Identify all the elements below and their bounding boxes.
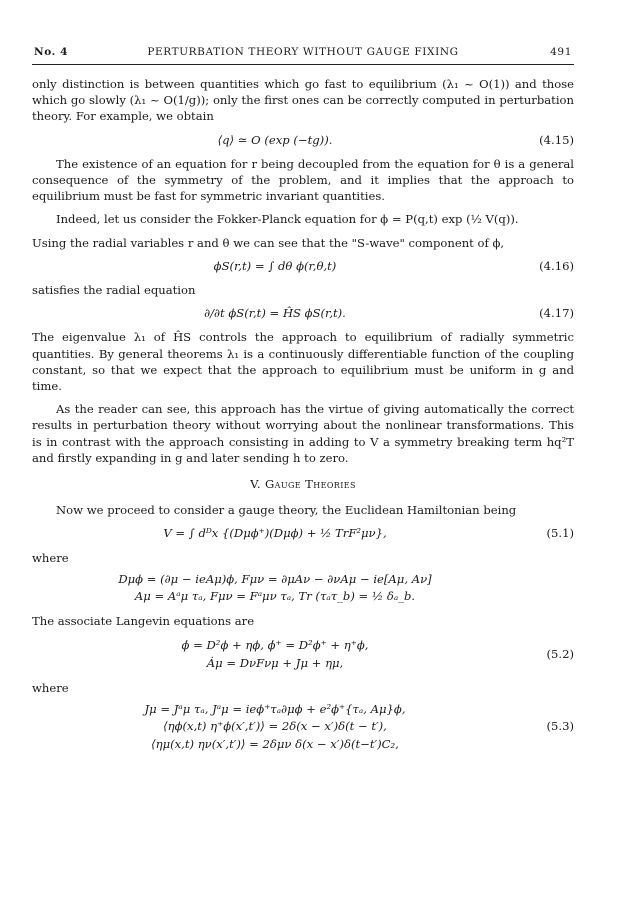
equation-5-3-number: (5.3) [546,719,574,734]
paragraph-radial-variables: Using the radial variables r and θ we can see that the "S-wave" component of ϕ, [32,235,505,250]
equation-4-15-number: (4.15) [539,132,574,147]
equation-5-2 [32,636,574,671]
paragraph-gauge-intro: Now we proceed to consider a gauge theory, the Euclidean Hamiltonian being [56,503,517,518]
equation-5-3 [32,700,574,753]
paragraph-fokker-planck: Indeed, let us consider the Fokker-Planck equation for ϕ = P(q,t) exp (½ V(q)). [56,212,519,227]
equation-4-15 [32,132,574,148]
running-header [34,46,572,62]
paragraph-reader: As the reader can see, this approach has the virtue of giving automatically the correct results in perturbation theory without worrying about the nonlinear transformations. This is in contrast with the approach consisting in adding to V a symmetry breaking term hq²T and firstly expanding in g and later sending h to zero. [32,402,574,465]
equation-4-17-number: (4.17) [539,306,574,321]
article-body [32,76,574,761]
paragraph-langevin: The associate Langevin equations are [32,614,255,629]
equation-4-16-number: (4.16) [539,258,574,273]
definition-line-1: Dμϕ = (∂μ − ieAμ)ϕ, Fμν = ∂μAν − ∂νAμ − ie[Aμ, Aν] [118,571,432,586]
equation-4-17 [32,305,574,321]
paragraph-existence: The existence of an equation for r being decoupled from the equation for θ is a general consequence of the symmetry of the problem, and it implies that the approach to equilibrium must be fast for symmetric invariant quantities. [32,156,574,204]
section-heading: V. Gauge Theories [250,477,356,492]
equation-4-15-formula: ⟨q⟩ ≃ O (exp (−tg)). [217,132,333,147]
paragraph-eigenvalue: The eigenvalue λ₁ of ĤS controls the approach to equilibrium of radially symmetric quantities. By general theorems λ₁ is a continuously differentiable function of the coupling constant, so that we expect that the approach to equilibrium must be uniform in g and time. [32,330,574,394]
equation-5-2-line-1: ϕ̇ = D²ϕ + ηϕ, ϕ̇⁺ = D²ϕ⁺ + η⁺ϕ, [181,638,369,653]
issue-number: No. 4 [34,46,69,58]
equation-5-3-line-3: ⟨ημ(x,t) ην(x′,t′)⟩ = 2δμν δ(x − x′)δ(t−t′)C₂, [151,736,399,751]
equation-5-1 [32,525,574,541]
definition-line-2: Aμ = Aᵃμ τₐ, Fμν = Fᵃμν τₐ, Tr (τₐτ_b) = ½ δₐ_b. [134,589,416,604]
equation-5-2-number: (5.2) [546,647,574,662]
equation-5-1-number: (5.1) [546,526,574,541]
paragraph-distinction: only distinction is between quantities which go fast to equilibrium (λ₁ ~ O(1)) and those which go slowly (λ₁ ~ O(1/g)); only the first ones can be correctly computed in perturbation theory. For example, we obtain [32,77,574,124]
equation-5-1-formula: V = ∫ dᴰx {(Dμϕ⁺)(Dμϕ) + ½ TrF²μν}, [163,526,387,541]
equation-4-17-formula: ∂/∂t ϕS(r,t) = ĤS ϕS(r,t). [204,306,346,321]
paragraph-satisfies: satisfies the radial equation [32,283,196,298]
equation-5-2-line-2: Ȧμ = DνFνμ + Jμ + ημ, [206,655,344,670]
header-rule [32,64,574,65]
equation-5-3-line-1: Jμ = Jᵃμ τₐ, Jᵃμ = ieϕ⁺τₐ∂μϕ + e²ϕ⁺{τₐ, Aμ}ϕ, [144,702,406,717]
equation-4-16 [32,258,574,274]
where-label-2: where [32,680,69,695]
equation-4-16-formula: ϕS(r,t) = ∫ dθ ϕ(r,θ,t) [213,258,337,273]
where-label-1: where [32,550,69,565]
definitions-block [32,570,574,605]
running-title: PERTURBATION THEORY WITHOUT GAUGE FIXING [147,46,459,58]
page-number: 491 [550,46,572,58]
equation-5-3-line-2: ⟨ηϕ(x,t) η⁺ϕ(x′,t′)⟩ = 2δ(x − x′)δ(t − t′), [163,719,387,734]
